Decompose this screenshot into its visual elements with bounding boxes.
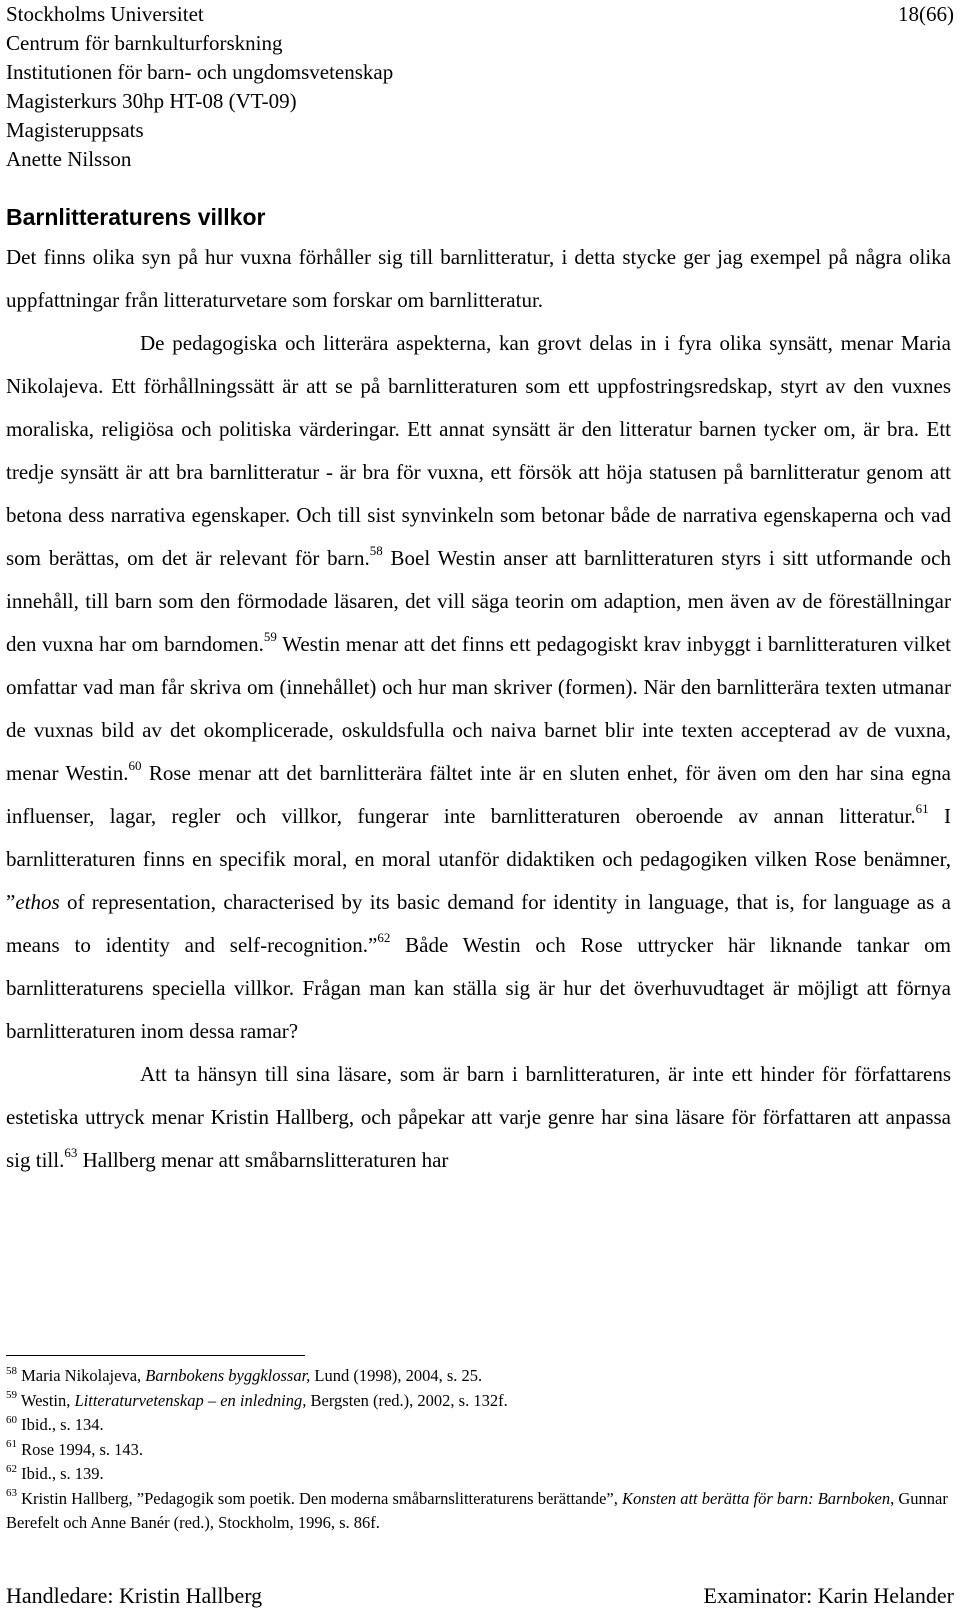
text-span: of representation, characterised by its basic demand for identity in language, that is, for language as a means to identity and self-recognition.” — [6, 890, 951, 957]
footnote-ref-63[interactable]: 63 — [64, 1145, 78, 1160]
footnote-ref-61[interactable]: 61 — [915, 801, 929, 816]
paragraph-intro: Det finns olika syn på hur vuxna förhåller sig till barnlitteratur, i detta stycke ger jag exempel på några olika uppfattningar från litteraturvetare som forskar om barnlitteratur. — [6, 245, 951, 312]
footnote-title: Litteraturvetenskap – en inledning, — [74, 1390, 307, 1410]
italic-term: ethos — [15, 890, 60, 914]
footnote-text: Westin, — [17, 1390, 75, 1410]
document-type: Magisteruppsats — [6, 118, 144, 142]
footnote-number: 63 — [6, 1487, 17, 1499]
text-span: Både Westin och Rose uttrycker här liknande tankar om barnlitteraturens speciella villkor. Frågan man kan ställa sig är hur det överhuvudtaget är möjligt att förnya barnlitteraturen inom dessa ramar? — [6, 933, 951, 1043]
footnote-text: Lund (1998), 2004, s. 25. — [310, 1366, 483, 1385]
footnote-text: Bergsten (red.), 2002, s. 132f. — [306, 1390, 508, 1410]
footnote-62 — [6, 1462, 951, 1487]
footnote-text: Ibid., s. 139. — [17, 1464, 104, 1483]
centre-name: Centrum för barnkulturforskning — [6, 31, 283, 55]
footnote-number: 62 — [6, 1462, 17, 1475]
text-span: Att ta hänsyn till sina läsare, som är barn i barnlitteraturen, är inte ett hinder för författarens estetiska uttryck menar Kristin Hallberg, och påpekar att varje genre har sina läsare för författaren att anpassa sig till. — [6, 1062, 951, 1172]
examiner-label: Examinator: Karin Helander — [703, 1583, 954, 1608]
footnote-ref-62[interactable]: 62 — [377, 930, 391, 945]
footnote-ref-59[interactable]: 59 — [263, 629, 277, 644]
footnote-ref-60[interactable]: 60 — [128, 758, 142, 773]
text-span: I barnlitteraturen finns en specifik moral, en moral utanför didaktiken och pedagogiken vilken Rose benämner, ” — [6, 804, 951, 914]
footnote-number: 60 — [6, 1413, 17, 1426]
footnote-63 — [6, 1487, 951, 1536]
footnotes — [6, 1364, 951, 1536]
footnote-text: Rose 1994, s. 143. — [17, 1439, 144, 1459]
text-span: De pedagogiska och litterära aspekterna, kan grovt delas in i fyra olika synsätt, menar Maria Nikolajeva. Ett förhållningssätt är att se på barnlitteraturen som ett uppfostringsredskap, styrt av den vuxnes moraliska, religiösa och politiska värderingar. Ett annat synsätt är den litteratur barnen tycker om, är bra. Ett tredje synsätt är att bra barnlitteratur - är bra för vuxna, ett försök att höja statusen på barnlitteratur genom att betona dess narrativa egenskaper. Och till sist synvinkeln som betonar både de narrativa egenskaperna och vad som berättas, om det är relevant för barn. — [6, 331, 951, 570]
page-header — [6, 0, 954, 174]
footnote-61 — [6, 1438, 951, 1463]
footnote-number: 61 — [6, 1438, 17, 1450]
footnote-divider — [6, 1355, 305, 1356]
text-span: Hallberg menar att småbarnslitteraturen har — [77, 1148, 449, 1172]
page-number: 18(66) — [898, 2, 954, 26]
section-heading: Barnlitteraturens villkor — [6, 204, 266, 230]
university-name: Stockholms Universitet — [6, 2, 204, 26]
footnote-text: , Gunnar Berefelt och Anne Banér (red.), Stockholm, 1996, s. 86f. — [6, 1488, 948, 1532]
text-span: Boel Westin anser att barnlitteraturen styrs i sitt utformande och innehåll, till barn som den förmodade läsaren, det vill säga teorin om adaption, men även av de föreställningar den vuxna har om barndomen. — [6, 546, 951, 656]
footnote-number: 59 — [6, 1389, 17, 1401]
department-name: Institutionen för barn- och ungdomsvetenskap — [6, 60, 394, 84]
supervisor-label: Handledare: Kristin Hallberg — [6, 1583, 263, 1608]
footnote-number: 58 — [6, 1364, 17, 1377]
footnote-59 — [6, 1389, 951, 1414]
footnote-title: Barnbokens byggklossar, — [145, 1366, 311, 1385]
paragraph-hallberg — [6, 1053, 951, 1182]
text-span: Westin menar att det finns ett pedagogiskt krav inbyggt i barnlitteraturen vilket omfattar vad man får skriva om (innehållet) och hur man skriver (formen). När den barnlitterära texten utmanar de vuxnas bild av det okomplicerade, oskuldsfulla och naiva barnet blir inte texten accepterad av de vuxna, menar Westin. — [6, 632, 951, 785]
paragraph-perspectives — [6, 322, 951, 1053]
course-name: Magisterkurs 30hp HT-08 (VT-09) — [6, 89, 297, 113]
page-footer — [6, 1582, 954, 1610]
footnote-60 — [6, 1413, 951, 1438]
footnote-text: Maria Nikolajeva, — [17, 1366, 146, 1385]
footnote-title: Konsten att berätta för barn: Barnboken — [621, 1488, 891, 1508]
footnote-58 — [6, 1364, 951, 1389]
author-name: Anette Nilsson — [6, 147, 132, 171]
body-text — [6, 236, 951, 1182]
footnote-text: Ibid., s. 134. — [17, 1415, 104, 1434]
text-span: Rose menar att det barnlitterära fältet inte är en sluten enhet, för även om den har sina egna influenser, lagar, regler och villkor, fungerar inte barnlitteraturen oberoende av annan litteratur. — [6, 761, 951, 828]
footnote-text: Kristin Hallberg, ”Pedagogik som poetik. Den moderna småbarnslitteraturens berättande”, — [17, 1488, 622, 1508]
footnote-ref-58[interactable]: 58 — [369, 543, 383, 558]
